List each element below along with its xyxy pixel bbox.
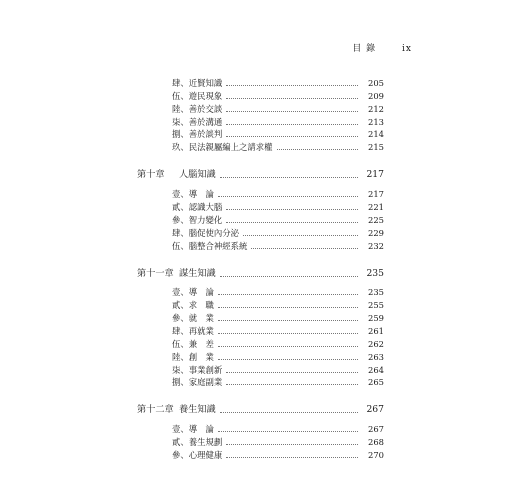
dot-leader	[218, 333, 358, 334]
toc-entry-row	[172, 312, 384, 324]
toc-entry-label: 肆、近賢知識	[172, 78, 223, 88]
dot-leader	[226, 136, 358, 137]
dot-leader	[226, 222, 358, 223]
toc-entry-row	[172, 188, 384, 200]
toc-entry-row	[172, 90, 384, 102]
toc-entry-label: 壹、導 論	[172, 424, 214, 435]
toc-page-number: 255	[368, 300, 384, 311]
toc-page-number: 267	[368, 424, 384, 435]
dot-leader	[220, 276, 358, 277]
dot-leader	[218, 196, 358, 197]
toc-entry-row	[172, 325, 384, 337]
dot-leader	[226, 111, 358, 112]
toc-page-number: 212	[368, 103, 384, 114]
toc-entry-label: 陸、善於交談	[172, 103, 223, 114]
toc-entry-label: 貳、認識大腦	[172, 201, 223, 212]
toc-entry-label: 肆、腦促使內分泌	[172, 227, 239, 238]
toc-chapter-title: 謀生知識	[179, 267, 216, 279]
toc-page-number: 214	[368, 129, 384, 140]
dot-leader	[218, 359, 358, 360]
dot-leader	[218, 431, 358, 432]
dot-leader	[243, 235, 358, 236]
toc-entry-row	[172, 240, 384, 252]
dot-leader	[277, 149, 359, 150]
dot-leader	[226, 85, 358, 86]
toc-page-number: 263	[368, 351, 384, 362]
toc-page-number: 261	[368, 325, 384, 336]
header-title: 目 錄	[352, 44, 377, 54]
toc-page-number: 205	[368, 78, 384, 88]
dot-leader	[218, 346, 358, 347]
toc-page-number: 235	[368, 287, 384, 298]
toc-chapter-number: 第十二章	[137, 404, 174, 416]
toc-entry-row	[172, 227, 384, 239]
toc-entry-label: 伍、腦整合神經系統	[172, 240, 248, 251]
toc-entry-label: 參、智力變化	[172, 214, 223, 225]
toc-entry-label: 壹、導 論	[172, 287, 214, 298]
dot-leader	[218, 320, 358, 321]
toc-page-number: 262	[368, 338, 384, 349]
toc-page-number: 209	[368, 90, 384, 101]
toc-page-number: 225	[368, 214, 384, 225]
dot-leader	[218, 307, 358, 308]
toc-page-number: 265	[368, 377, 384, 388]
toc-page-number: 217	[366, 169, 384, 181]
toc-entry-label: 貳、求 職	[172, 300, 214, 311]
toc-entry-label: 柒、事業創新	[172, 364, 223, 375]
toc-entry-label: 伍、遊民現象	[172, 90, 223, 101]
toc-chapter-heading	[137, 404, 216, 416]
toc-entry-row	[172, 338, 384, 350]
toc-entry-label: 參、心理健康	[172, 449, 223, 460]
toc-page-number: 267	[366, 404, 384, 416]
toc-page-number: 213	[368, 116, 384, 127]
toc-chapter-number: 第十一章	[137, 267, 174, 279]
dot-leader	[226, 384, 358, 385]
toc-entry-label: 玖、民法親屬編上之請求權	[172, 142, 273, 153]
toc-page-number: 270	[368, 449, 384, 460]
dot-leader	[226, 372, 358, 373]
toc-entry-row	[172, 423, 384, 435]
toc-page-number: 215	[368, 142, 384, 153]
toc-page-number: 235	[366, 267, 384, 279]
toc-page-number: 259	[368, 313, 384, 324]
toc-entry-row	[172, 351, 384, 363]
toc-entry-label: 伍、兼 差	[172, 338, 214, 349]
dot-leader	[251, 248, 358, 249]
toc-entry-row	[172, 128, 384, 140]
toc-chapter-title: 養生知識	[179, 404, 216, 416]
toc-entry-label: 壹、導 論	[172, 189, 214, 200]
toc-chapter-title: 人腦知識	[179, 169, 216, 181]
toc-entry-label: 柒、善於溝通	[172, 116, 223, 127]
toc-chapter-row	[137, 404, 384, 416]
toc-entry-row	[172, 286, 384, 298]
toc-entry-label: 參、就 業	[172, 313, 214, 324]
toc-entry-label: 陸、創 業	[172, 351, 214, 362]
toc-chapter-heading	[137, 268, 216, 280]
toc-chapter-row	[137, 268, 384, 280]
toc-entry-row	[172, 141, 384, 153]
dot-leader	[226, 124, 358, 125]
toc-entry-label: 捌、家庭副業	[172, 377, 223, 388]
toc-entry-row	[172, 77, 384, 89]
toc-entry-row	[172, 201, 384, 213]
toc-entry-row	[172, 299, 384, 311]
dot-leader	[226, 209, 358, 210]
toc-entry-row	[172, 376, 384, 388]
toc-entry-row	[172, 103, 384, 115]
toc-page-number: 217	[368, 189, 384, 200]
dot-leader	[220, 177, 358, 178]
toc-chapter-number: 第十章	[137, 169, 165, 181]
toc-entry-row	[172, 116, 384, 128]
dot-leader	[220, 412, 358, 413]
toc-entry-row	[172, 436, 384, 448]
toc-chapter-heading	[137, 169, 216, 181]
dot-leader	[226, 444, 358, 445]
toc-entry-row	[172, 364, 384, 376]
toc-chapter-row	[137, 169, 384, 181]
dot-leader	[218, 294, 358, 295]
toc-page-number: 229	[368, 227, 384, 238]
dot-leader	[226, 457, 358, 458]
toc-page-number: 264	[368, 364, 384, 375]
toc-page-number: 232	[368, 240, 384, 251]
toc-entry-label: 貳、養生規劃	[172, 437, 223, 447]
toc-entry-row	[172, 449, 384, 461]
toc-entry-label: 捌、善於談判	[172, 129, 223, 140]
toc-entry-row	[172, 214, 384, 226]
dot-leader	[226, 98, 358, 99]
toc-entry-label: 肆、再就業	[172, 325, 214, 336]
toc-page-number: 221	[368, 201, 384, 212]
header-page-number: ix	[402, 44, 412, 54]
toc-page-number: 268	[368, 437, 384, 447]
